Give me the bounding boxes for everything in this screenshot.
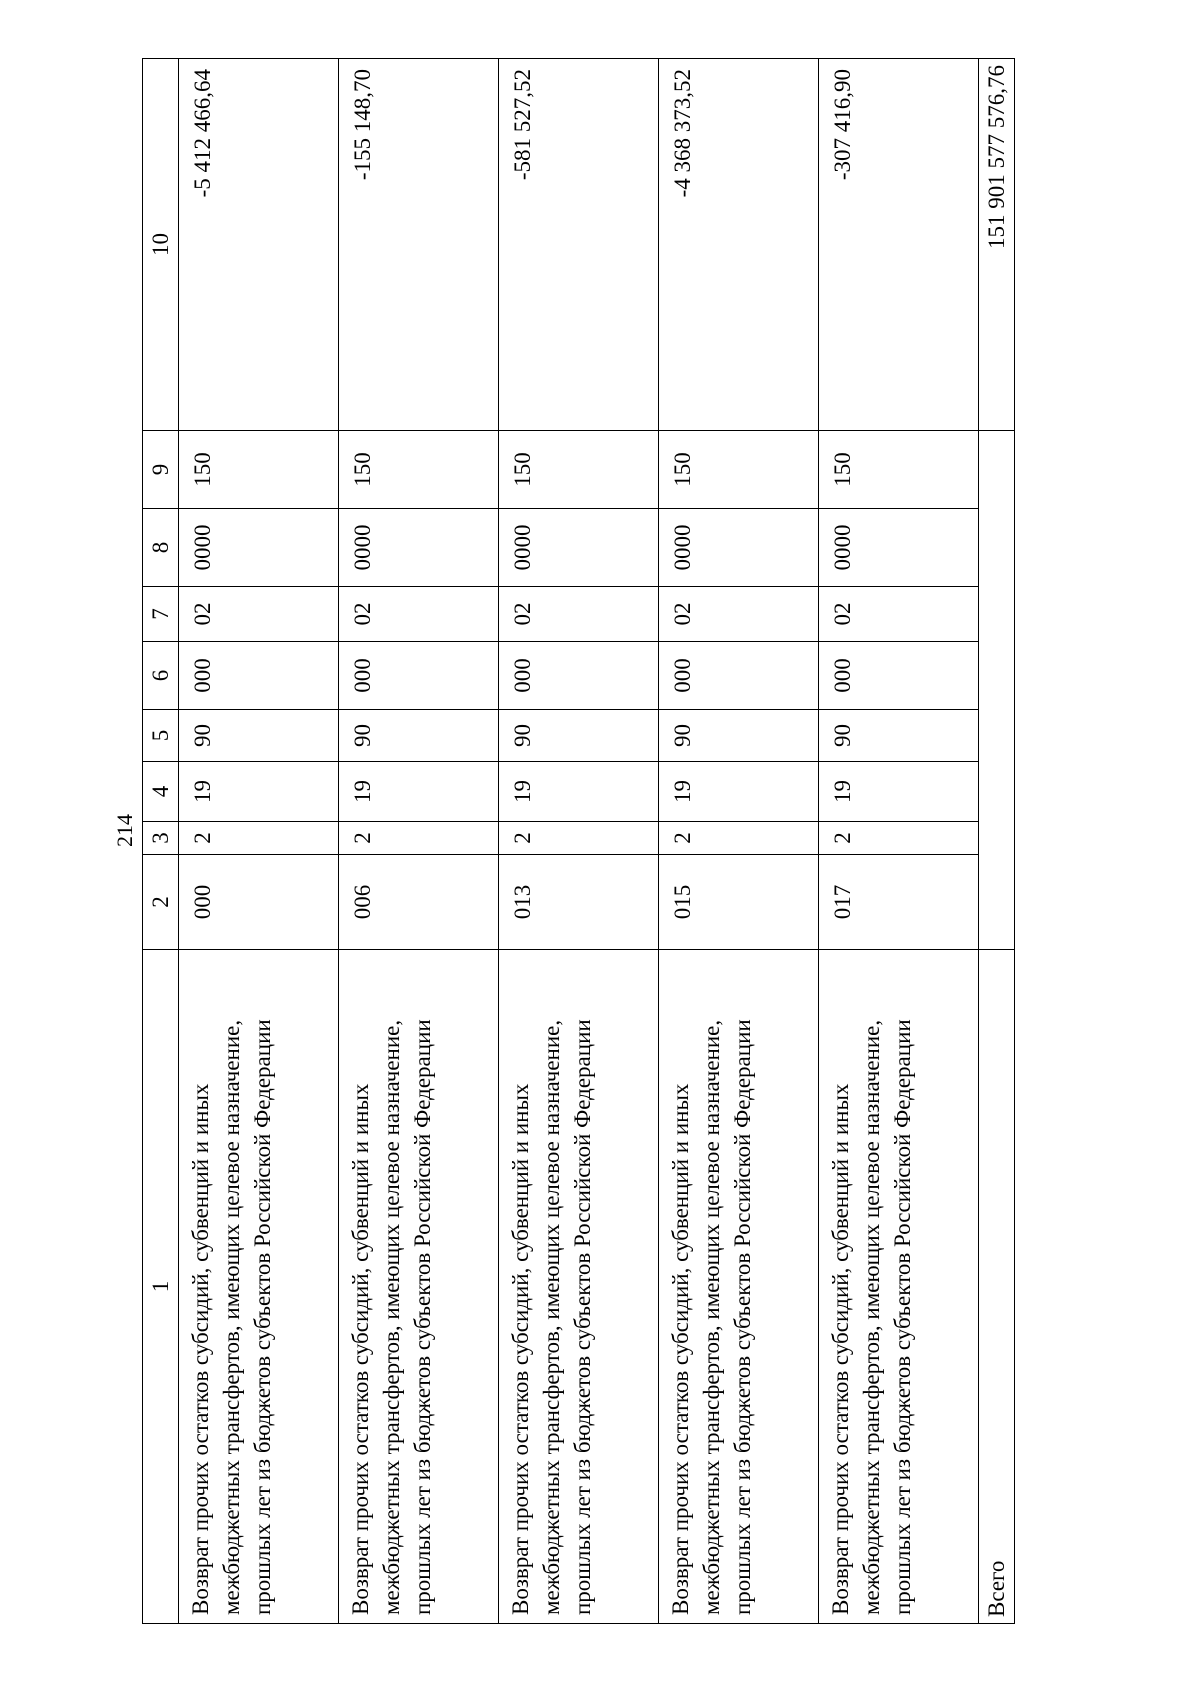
total-value: 151 901 577 576,76 bbox=[979, 59, 1015, 431]
table-row bbox=[499, 59, 659, 1624]
code-cell: 0000 bbox=[339, 509, 499, 587]
code-cell: 19 bbox=[819, 762, 979, 822]
table-row bbox=[179, 59, 339, 1624]
code-cell: 2 bbox=[339, 822, 499, 855]
code-cell: 2 bbox=[819, 822, 979, 855]
code-cell: 000 bbox=[659, 642, 819, 710]
code-cell: 150 bbox=[819, 431, 979, 509]
code-cell: 0000 bbox=[179, 509, 339, 587]
code-cell: 02 bbox=[659, 587, 819, 642]
amount-cell: -4 368 373,52 bbox=[659, 59, 819, 431]
budget-table bbox=[142, 58, 1015, 1624]
code-cell: 150 bbox=[499, 431, 659, 509]
table-row bbox=[819, 59, 979, 1624]
code-cell: 000 bbox=[499, 642, 659, 710]
amount-cell: -155 148,70 bbox=[339, 59, 499, 431]
header-cell: 10 bbox=[143, 59, 179, 431]
code-cell: 2 bbox=[499, 822, 659, 855]
table-row bbox=[659, 59, 819, 1624]
row-description: Возврат прочих остатков субсидий, субвенций и иных межбюджетных трансфертов, имеющих целевое назначение, прошлых лет из бюджетов субъектов Российской Федерации bbox=[819, 950, 979, 1624]
code-cell: 013 bbox=[499, 855, 659, 950]
code-cell: 19 bbox=[659, 762, 819, 822]
code-cell: 000 bbox=[179, 855, 339, 950]
code-cell: 015 bbox=[659, 855, 819, 950]
code-cell: 90 bbox=[179, 710, 339, 762]
header-cell: 2 bbox=[143, 855, 179, 950]
code-cell: 017 bbox=[819, 855, 979, 950]
code-cell: 90 bbox=[819, 710, 979, 762]
budget-table-container bbox=[142, 59, 1009, 1624]
amount-cell: -5 412 466,64 bbox=[179, 59, 339, 431]
code-cell: 2 bbox=[179, 822, 339, 855]
code-cell: 0000 bbox=[499, 509, 659, 587]
row-description: Возврат прочих остатков субсидий, субвенций и иных межбюджетных трансфертов, имеющих целевое назначение, прошлых лет из бюджетов субъектов Российской Федерации bbox=[659, 950, 819, 1624]
code-cell: 000 bbox=[339, 642, 499, 710]
header-cell: 3 bbox=[143, 822, 179, 855]
page-number: 214 bbox=[112, 814, 137, 847]
header-cell: 7 bbox=[143, 587, 179, 642]
header-cell: 4 bbox=[143, 762, 179, 822]
code-cell: 02 bbox=[819, 587, 979, 642]
code-cell: 150 bbox=[339, 431, 499, 509]
total-row bbox=[979, 59, 1015, 1624]
code-cell: 90 bbox=[339, 710, 499, 762]
header-cell: 9 bbox=[143, 431, 179, 509]
row-description: Возврат прочих остатков субсидий, субвенций и иных межбюджетных трансфертов, имеющих целевое назначение, прошлых лет из бюджетов субъектов Российской Федерации bbox=[339, 950, 499, 1624]
code-cell: 000 bbox=[819, 642, 979, 710]
header-cell: 8 bbox=[143, 509, 179, 587]
code-cell: 19 bbox=[339, 762, 499, 822]
total-label: Всего bbox=[979, 950, 1015, 1624]
amount-cell: -581 527,52 bbox=[499, 59, 659, 431]
code-cell: 02 bbox=[339, 587, 499, 642]
code-cell: 0000 bbox=[819, 509, 979, 587]
code-cell: 150 bbox=[659, 431, 819, 509]
header-cell: 6 bbox=[143, 642, 179, 710]
code-cell: 2 bbox=[659, 822, 819, 855]
code-cell: 02 bbox=[179, 587, 339, 642]
code-cell: 0000 bbox=[659, 509, 819, 587]
code-cell: 19 bbox=[179, 762, 339, 822]
header-cell: 5 bbox=[143, 710, 179, 762]
code-cell: 02 bbox=[499, 587, 659, 642]
code-cell: 006 bbox=[339, 855, 499, 950]
table-row bbox=[339, 59, 499, 1624]
amount-cell: -307 416,90 bbox=[819, 59, 979, 431]
row-description: Возврат прочих остатков субсидий, субвенций и иных межбюджетных трансфертов, имеющих целевое назначение, прошлых лет из бюджетов субъектов Российской Федерации bbox=[499, 950, 659, 1624]
code-cell: 000 bbox=[179, 642, 339, 710]
code-cell: 19 bbox=[499, 762, 659, 822]
total-spacer bbox=[979, 431, 1015, 950]
code-cell: 90 bbox=[499, 710, 659, 762]
code-cell: 90 bbox=[659, 710, 819, 762]
header-row bbox=[143, 59, 179, 1624]
header-cell: 1 bbox=[143, 950, 179, 1624]
row-description: Возврат прочих остатков субсидий, субвенций и иных межбюджетных трансфертов, имеющих целевое назначение, прошлых лет из бюджетов субъектов Российской Федерации bbox=[179, 950, 339, 1624]
code-cell: 150 bbox=[179, 431, 339, 509]
